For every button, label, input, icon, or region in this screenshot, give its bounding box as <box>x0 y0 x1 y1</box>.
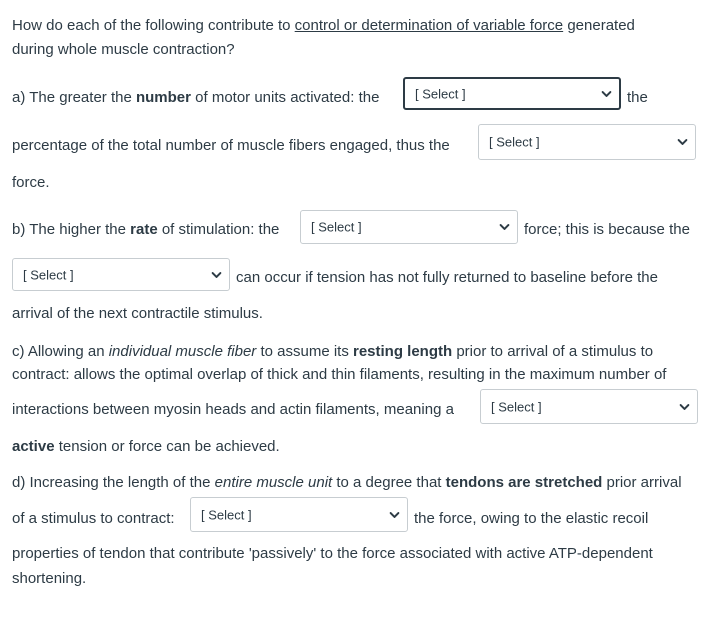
select-value: [ Select ] <box>201 507 252 522</box>
part-a-select-1[interactable] <box>403 77 621 110</box>
part-b-select-2[interactable] <box>12 258 230 291</box>
chevron-down-icon <box>679 401 690 412</box>
chevron-down-icon <box>677 137 688 148</box>
chevron-down-icon <box>601 88 612 99</box>
part-c-line2: contract: allows the optimal overlap of thick and thin filaments, resulting in the maximum number of <box>12 366 667 383</box>
select-value: [ Select ] <box>311 219 362 235</box>
part-c-line1: c) Allowing an individual muscle fiber to assume its resting length prior to arrival of a stimulus to <box>12 343 654 360</box>
part-d-line4: shortening. <box>12 570 87 587</box>
part-a-line1: a) The greater the number of motor units activated: the <box>12 89 380 106</box>
select-value: [ Select ] <box>489 134 540 150</box>
select-value: [ Select ] <box>491 399 542 414</box>
chevron-down-icon <box>499 222 510 233</box>
part-a-select-2[interactable] <box>478 124 696 160</box>
part-d-line2-post: the force, owing to the elastic recoil <box>414 510 649 527</box>
question-prompt-line1: How do each of the following contribute to control or determination of variable force generated <box>12 17 635 34</box>
part-c-select-1[interactable] <box>480 389 698 424</box>
part-d-line3: properties of tendon that contribute 'passively' to the force associated with active ATP-dependent <box>12 545 653 562</box>
part-b-after-select-1: force; this is because the <box>524 221 690 238</box>
select-value: [ Select ] <box>415 86 466 101</box>
part-d-select-1[interactable] <box>190 497 408 532</box>
part-b-line1: b) The higher the rate of stimulation: the <box>12 221 280 238</box>
part-b-select-1[interactable] <box>300 210 518 244</box>
select-value: [ Select ] <box>23 267 74 282</box>
question-prompt-line2: during whole muscle contraction? <box>12 41 235 58</box>
part-b-line3: arrival of the next contractile stimulus. <box>12 305 263 322</box>
question-underlined-phrase: control or determination of variable force <box>294 17 564 34</box>
part-a-line3: force. <box>12 174 50 191</box>
chevron-down-icon <box>389 509 400 520</box>
part-a-line2: percentage of the total number of muscle fibers engaged, thus the <box>12 137 450 154</box>
part-b-after-select-2: can occur if tension has not fully returned to baseline before the <box>236 269 658 286</box>
part-d-line2-pre: of a stimulus to contract: <box>12 510 175 527</box>
chevron-down-icon <box>211 269 222 280</box>
part-d-line1: d) Increasing the length of the entire muscle unit to a degree that tendons are stretched prior arrival <box>12 474 682 491</box>
part-a-after-select-1: the <box>627 89 648 106</box>
part-c-line3: interactions between myosin heads and actin filaments, meaning a <box>12 401 454 418</box>
part-c-line4: active tension or force can be achieved. <box>12 438 280 455</box>
